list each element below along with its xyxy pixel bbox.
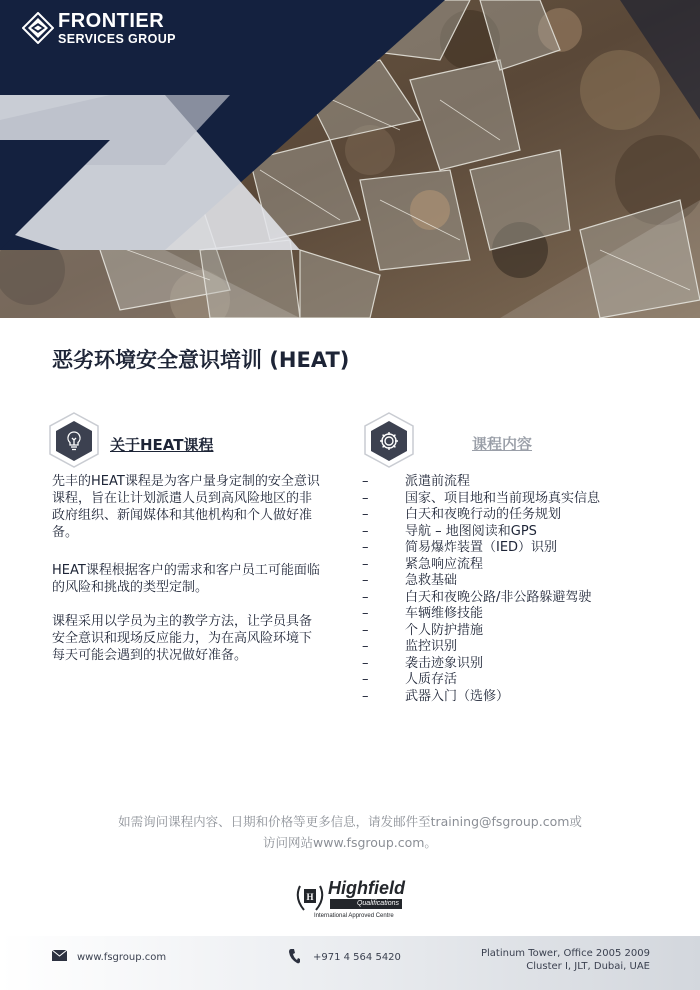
topic-bullet: –	[362, 540, 369, 555]
contact-line-1: 如需询问课程内容、日期和价格等更多信息，请发邮件至training@fsgroup.com或	[118, 814, 582, 829]
topic-item: – 简易爆炸装置（IED）识别	[362, 540, 558, 555]
topic-bullet: –	[362, 688, 369, 704]
topic-bullet: –	[362, 573, 369, 588]
topic-item: – 急救基础	[362, 573, 458, 588]
topic-bullet: –	[362, 523, 369, 539]
topic-item: – 派遣前流程	[362, 474, 471, 489]
brand-name-line2: SERVICES GROUP	[58, 32, 176, 46]
topic-bullet: –	[362, 622, 369, 638]
footer-address-line1: Platinum Tower, Office 2005 2009	[480, 948, 650, 959]
topic-item: – 个人防护措施	[362, 622, 484, 638]
topic-item: – 袭击迹象识别	[362, 655, 484, 671]
topic-bullet: –	[362, 672, 369, 687]
topic-item: – 人质存活	[362, 672, 458, 687]
topic-bullet: –	[362, 490, 369, 506]
footer-phone[interactable]: +971 4 564 5420	[313, 952, 401, 963]
contact-line-2: 访问网站www.fsgroup.com。	[263, 835, 437, 850]
topic-bullet: –	[362, 474, 369, 489]
topic-bullet: –	[362, 606, 369, 621]
topic-bullet: –	[362, 639, 369, 654]
footer-website-link[interactable]: www.fsgroup.com	[77, 952, 167, 963]
topic-item: – 监控识别	[362, 639, 458, 654]
about-heading: 关于HEAT课程	[110, 436, 214, 454]
lightbulb-badge	[48, 411, 100, 469]
fsg-diamond-icon	[22, 12, 54, 44]
highfield-subtitle: International Approved Centre	[314, 913, 394, 919]
topic-item: – 武器入门（选修）	[362, 688, 510, 704]
footer-address	[481, 947, 650, 973]
highfield-name: Highfield	[328, 878, 405, 898]
topic-item: – 导航 – 地图阅读和GPS	[362, 523, 537, 539]
highfield-logo	[294, 876, 409, 924]
topic-item: – 白天和夜晚行动的任务规划	[362, 507, 562, 522]
topic-item: – 车辆维修技能	[362, 606, 484, 621]
highfield-badge: Qualifications	[330, 899, 402, 909]
laurel-crest-icon	[294, 880, 326, 914]
topic-item: – 白天和夜晚公路/非公路躲避驾驶	[362, 589, 592, 605]
about-paragraph-1: 先丰的HEAT课程是为客户量身定制的安全意识课程，旨在让计划派遣人员到高风险地区的非政府组织、新闻媒体和其他机构和个人做好准备。	[52, 474, 320, 540]
topic-item: – 紧急响应流程	[362, 556, 484, 572]
page-title: 恶劣环境安全意识培训 (HEAT)	[52, 348, 350, 372]
brand-logo	[22, 11, 176, 46]
course-topics-list	[362, 474, 600, 705]
about-paragraph-2: HEAT课程根据客户的需求和客户员工可能面临的风险和挑战的类型定制。	[52, 563, 320, 595]
mail-icon	[52, 950, 67, 961]
topic-bullet: –	[362, 589, 369, 605]
footer-address-line2: Cluster I, JLT, Dubai, UAE	[526, 961, 650, 972]
content-heading: 课程内容	[472, 435, 533, 453]
hero-banner	[0, 0, 700, 318]
topic-bullet: –	[362, 655, 369, 671]
phone-icon	[289, 948, 300, 964]
topic-item: – 国家、项目地和当前现场真实信息	[362, 490, 601, 506]
footer	[0, 936, 700, 990]
topic-bullet: –	[362, 556, 369, 572]
gear-badge	[363, 411, 415, 469]
about-paragraph-3: 课程采用以学员为主的教学方法，让学员具备安全意识和现场反应能力，为在高风险环境下每天可能会遇到的状况做好准备。	[52, 614, 313, 663]
svg-text:H: H	[306, 892, 314, 902]
brand-name-line1: FRONTIER	[58, 10, 165, 32]
broken-glass-photo	[0, 0, 700, 318]
topic-bullet: –	[362, 507, 369, 522]
